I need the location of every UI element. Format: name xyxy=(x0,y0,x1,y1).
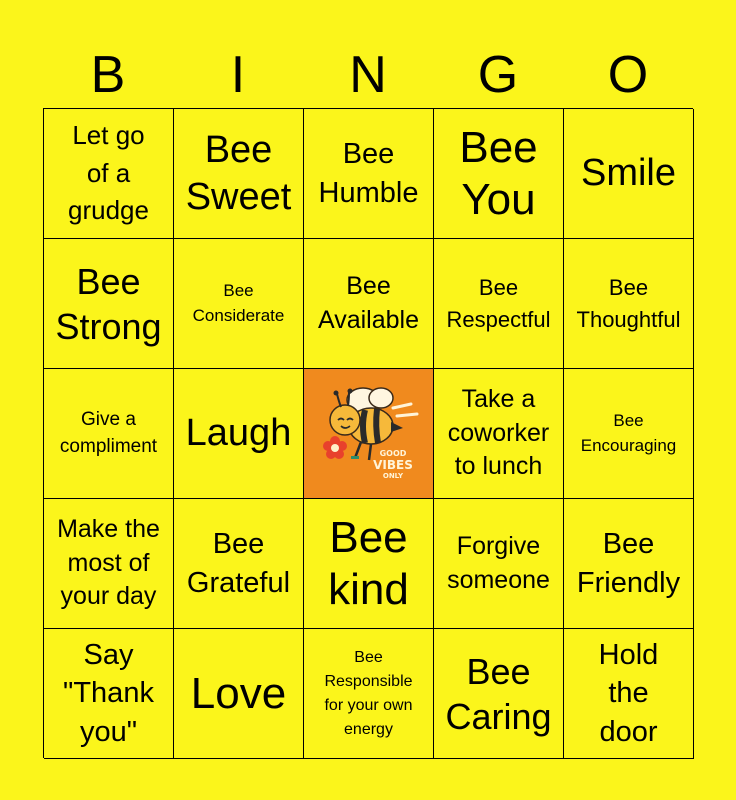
badge-line-3: ONLY xyxy=(382,471,403,480)
bingo-header xyxy=(43,42,693,108)
bingo-cell-label: Bee Encouraging xyxy=(580,411,677,455)
bingo-cell[interactable] xyxy=(304,499,434,629)
bingo-cell-label: Bee Humble xyxy=(318,137,419,209)
bingo-cell-label: Forgive someone xyxy=(447,531,550,594)
bingo-cell-label: Bee Strong xyxy=(55,260,162,347)
bingo-cell[interactable] xyxy=(434,629,564,759)
bingo-cell-label: Love xyxy=(190,668,287,718)
bingo-cell-label: Smile xyxy=(580,152,677,195)
bingo-cell[interactable] xyxy=(304,109,434,239)
bingo-cell[interactable] xyxy=(174,369,304,499)
bingo-cell-label: Give a compliment xyxy=(59,409,158,457)
badge-line-1: GOOD xyxy=(379,448,406,458)
bingo-cell-label: Bee Available xyxy=(317,271,419,334)
bingo-cell[interactable] xyxy=(44,109,174,239)
bingo-cell-label: Bee Sweet xyxy=(185,129,292,218)
bingo-cell-label: Bee Responsible for your own energy xyxy=(324,648,413,738)
bingo-cell[interactable] xyxy=(44,629,174,759)
bingo-cell-label: Bee You xyxy=(459,122,538,224)
bingo-cell[interactable] xyxy=(44,239,174,369)
bingo-cell[interactable] xyxy=(434,499,564,629)
bingo-cell[interactable] xyxy=(304,629,434,759)
header-letter-b: B xyxy=(90,46,126,104)
header-letter-o: O xyxy=(607,46,649,104)
bingo-cell[interactable] xyxy=(174,239,304,369)
bingo-cell-label: Take a coworker to lunch xyxy=(447,384,550,481)
bingo-cell[interactable] xyxy=(564,629,694,759)
bingo-cell[interactable] xyxy=(564,239,694,369)
bingo-cell[interactable] xyxy=(174,629,304,759)
bingo-cell-label: Say "Thank you" xyxy=(63,638,154,748)
bee-good-vibes-icon xyxy=(305,370,433,498)
bingo-cell-label: Hold the door xyxy=(598,638,659,748)
header-letter-g: G xyxy=(477,46,519,104)
bingo-cell[interactable] xyxy=(174,499,304,629)
bingo-cell-label: Laugh xyxy=(185,412,292,455)
badge-line-2: VIBES xyxy=(372,457,413,472)
bingo-cell-label: Bee Considerate xyxy=(192,281,285,325)
header-letter-n: N xyxy=(349,46,387,104)
bingo-cell-label: Let go of a grudge xyxy=(68,120,149,226)
bingo-cell-label: Make the most of your day xyxy=(57,514,160,611)
bingo-cell[interactable] xyxy=(434,109,564,239)
bingo-cell[interactable] xyxy=(564,109,694,239)
bingo-cell[interactable] xyxy=(44,499,174,629)
bingo-cell-label: Bee Respectful xyxy=(446,274,551,332)
bingo-cell[interactable] xyxy=(44,369,174,499)
bingo-cell-label: Bee Thoughtful xyxy=(576,274,681,332)
bingo-cell[interactable] xyxy=(564,369,694,499)
bingo-cell[interactable] xyxy=(304,239,434,369)
bingo-cell-free-space[interactable] xyxy=(304,369,434,499)
bingo-cell[interactable] xyxy=(434,369,564,499)
bingo-cell-label: Bee Friendly xyxy=(576,527,681,599)
bingo-cell[interactable] xyxy=(434,239,564,369)
bingo-card-grid xyxy=(43,108,693,758)
bingo-cell-label: Bee Grateful xyxy=(186,527,291,599)
header-letter-i: I xyxy=(230,46,246,104)
bingo-cell-label: Bee kind xyxy=(328,512,409,614)
bingo-cell-label: Bee Caring xyxy=(445,650,552,737)
bingo-cell[interactable] xyxy=(174,109,304,239)
bingo-cell[interactable] xyxy=(564,499,694,629)
